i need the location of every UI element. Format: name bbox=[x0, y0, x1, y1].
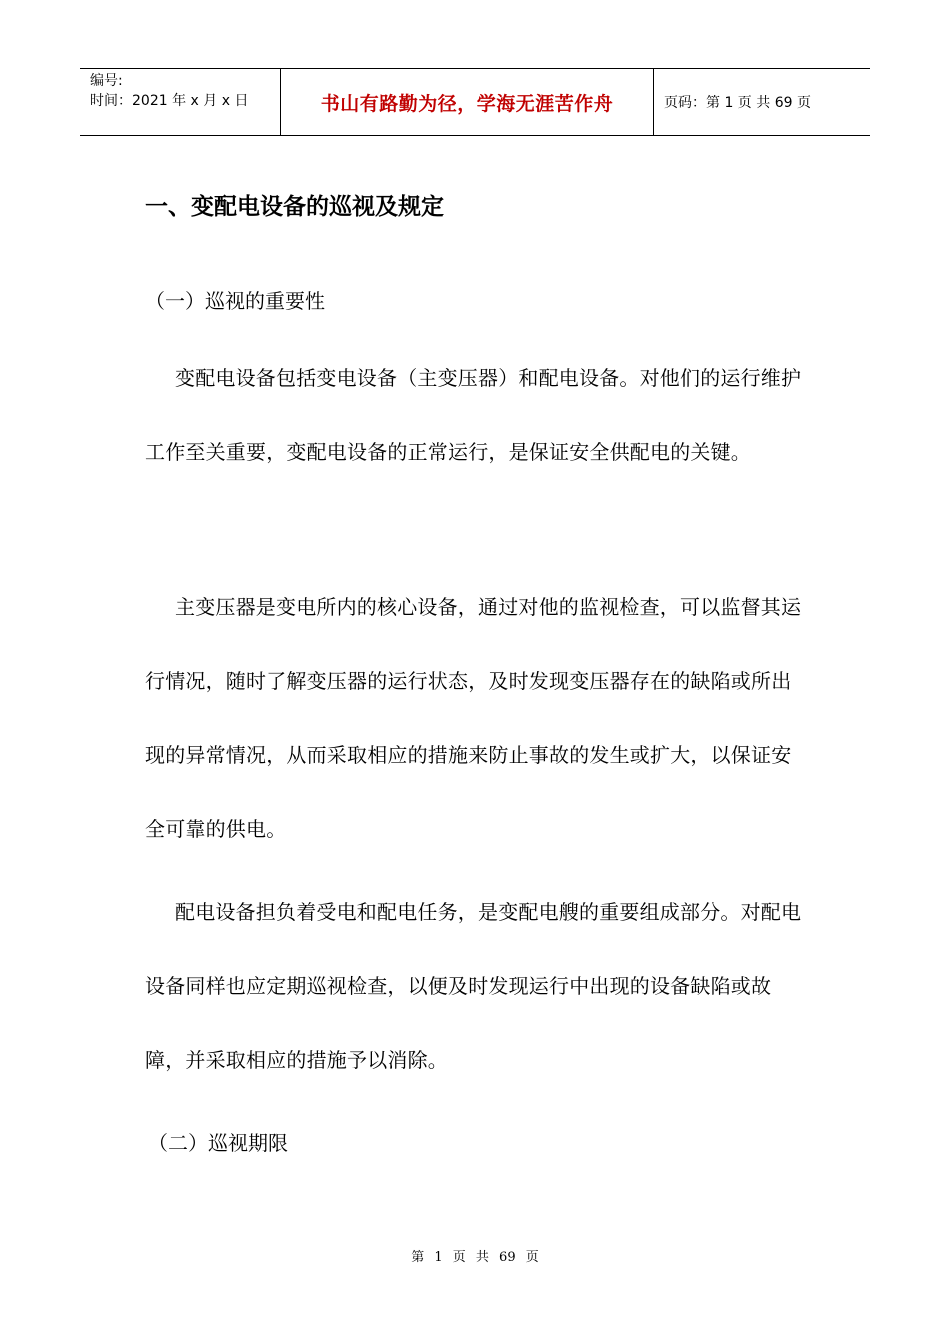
header-page-cell bbox=[654, 69, 870, 135]
subsection-heading-inspection-period: （二）巡视期限 bbox=[148, 1131, 288, 1155]
serial-number-label: 编号: bbox=[90, 73, 123, 89]
header-motto: 书山有路勤为径，学海无涯苦作舟 bbox=[320, 92, 614, 115]
section-title: 一、变配电设备的巡视及规定 bbox=[145, 194, 444, 220]
subsection-heading-importance: （一）巡视的重要性 bbox=[145, 289, 325, 313]
header-page-info: 页码：第 1 页 共 69 页 bbox=[664, 95, 811, 111]
paragraph-equipment-overview: 变配电设备包括变电设备（主变压器）和配电设备。对他们的运行维护工作至关重要，变配电设备的正常运行，是保证安全供配电的关键。 bbox=[145, 366, 802, 464]
paragraph-main-transformer: 主变压器是变电所内的核心设备，通过对他的监视检查，可以监督其运行情况，随时了解变压器的运行状态，及时发现变压器存在的缺陷或所出现的异常情况，从而采取相应的措施来防止事故的发生或扩大，以保证安全可靠的供电。 bbox=[145, 595, 802, 841]
date-line: 时间：2021 年 x 月 x 日 bbox=[90, 93, 249, 109]
header-meta-cell bbox=[80, 69, 281, 135]
paragraph-distribution-equipment: 配电设备担负着受电和配电任务，是变配电艘的重要组成部分。对配电设备同样也应定期巡视检查，以便及时发现运行中出现的设备缺陷或故障，并采取相应的措施予以消除。 bbox=[145, 900, 802, 1072]
page-footer: 第 1 页 共 69 页 bbox=[411, 1250, 539, 1265]
document-header bbox=[80, 68, 870, 136]
header-motto-cell bbox=[281, 69, 654, 135]
